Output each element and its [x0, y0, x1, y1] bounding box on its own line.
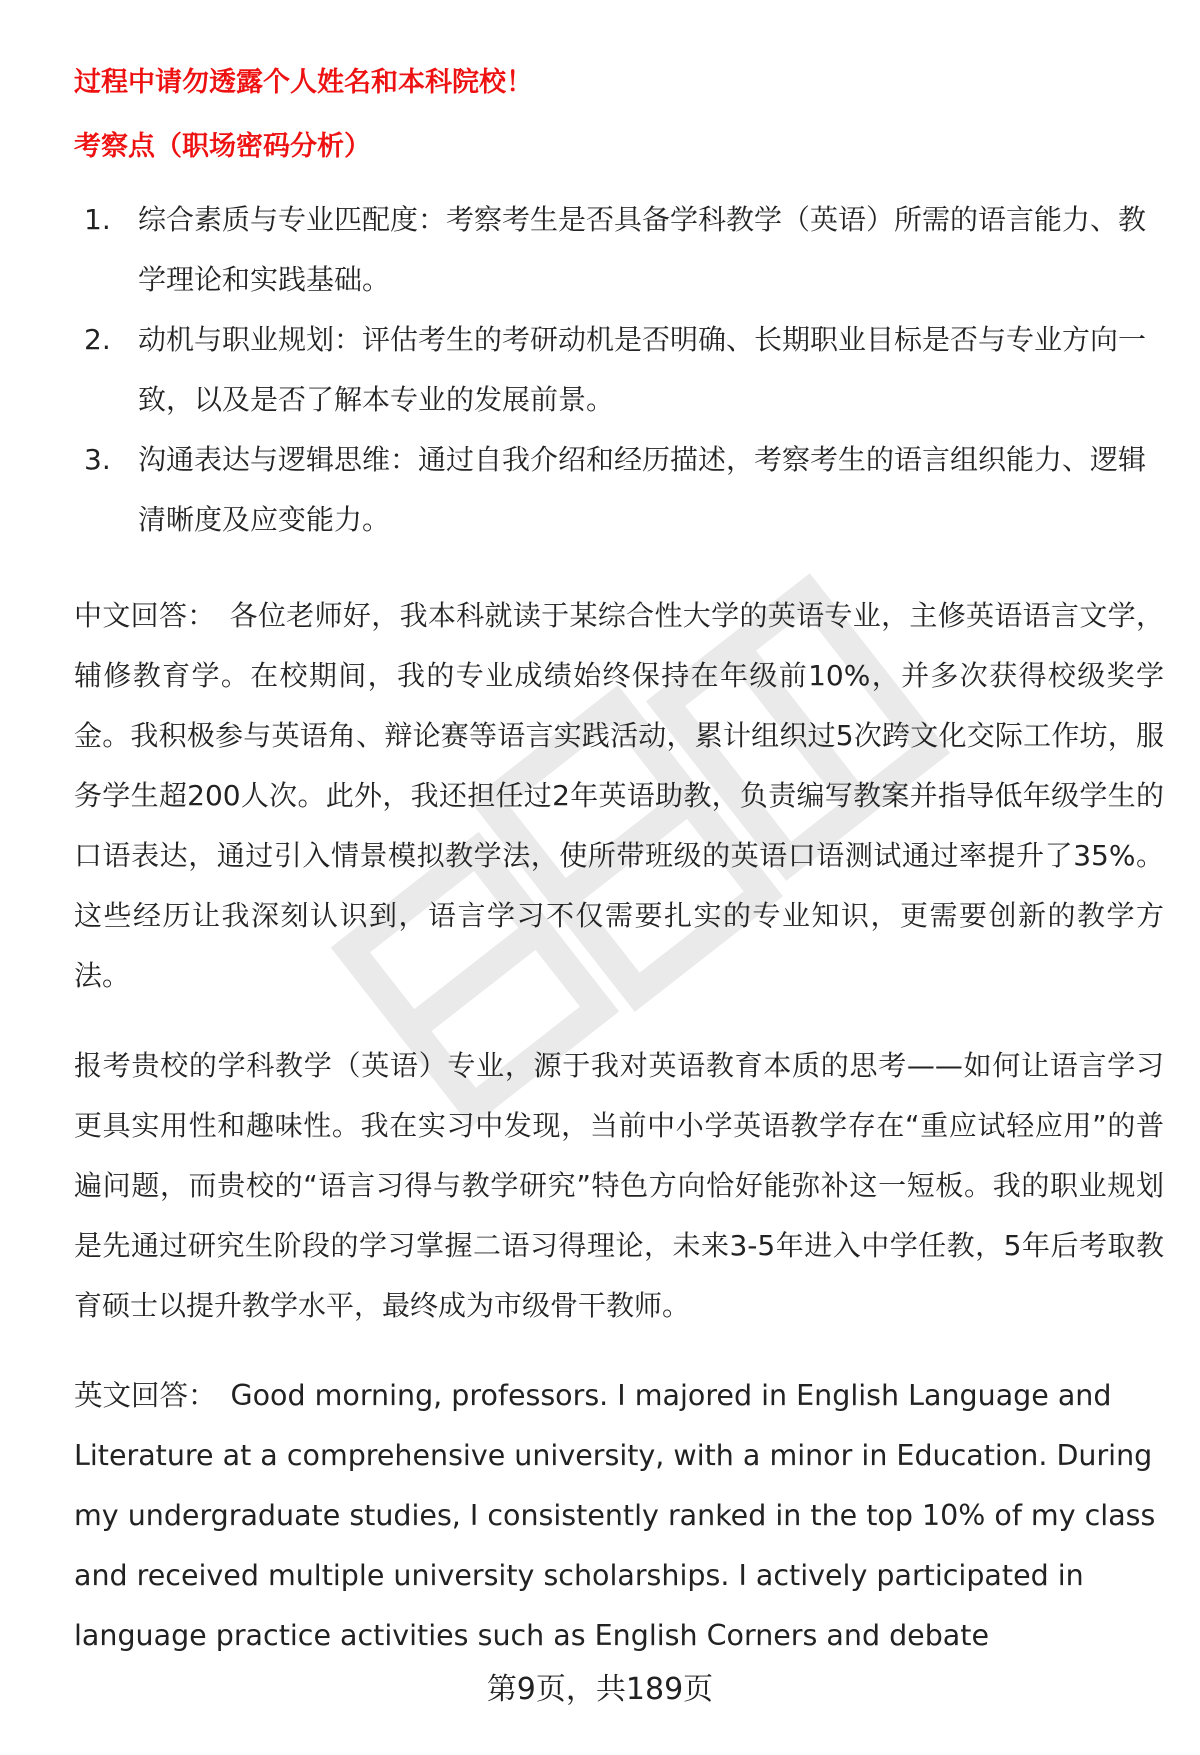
- list-item-number: 2.: [84, 322, 111, 356]
- list-item-text: 沟通表达与逻辑思维：通过自我介绍和经历描述，考察考生的语言组织能力、逻辑清晰度及应变能力。: [138, 442, 1147, 536]
- section-title: 考察点（职场密码分析）: [74, 130, 371, 162]
- list-item: [74, 190, 1164, 310]
- english-answer-label: 英文回答：: [74, 1378, 217, 1412]
- list-item-text: 动机与职业规划：评估考生的考研动机是否明确、长期职业目标是否与专业方向一致，以及是否了解本专业的发展前景。: [138, 322, 1147, 416]
- list-item: [74, 430, 1164, 550]
- list-item-text: 综合素质与专业匹配度：考察考生是否具备学科教学（英语）所需的语言能力、教学理论和实践基础。: [138, 202, 1147, 296]
- english-answer-text: Good morning, professors. I majored in English Language and Literature at a comprehensive university, with a minor in Education. During my undergraduate studies, I consistently ranked in the top 10% of my class and received multiple university scholarships. I actively participated in language practice activities such as English Corners and debate: [74, 1378, 1156, 1652]
- list-item-number: 3.: [84, 442, 111, 476]
- list-item: [74, 310, 1164, 430]
- privacy-warning: 过程中请勿透露个人姓名和本科院校！: [74, 67, 533, 98]
- page-number-footer: 第9页，共189页: [486, 1672, 714, 1707]
- english-answer-paragraph: [74, 1366, 1164, 1666]
- chinese-answer-text-1: 各位老师好，我本科就读于某综合性大学的英语专业，主修英语语言文学，辅修教育学。在校期间，我的专业成绩始终保持在年级前10%，并多次获得校级奖学金。我积极参与英语角、辩论赛等语言实践活动，累计组织过5次跨文化交际工作坊，服务学生超200人次。此外，我还担任过2年英语助教，负责编写教案并指导低年级学生的口语表达，通过引入情景模拟教学法，使所带班级的英语口语测试通过率提升了35%。这些经历让我深刻认识到，语言学习不仅需要扎实的专业知识，更需要创新的教学方法。: [74, 598, 1164, 992]
- assessment-points-list: [74, 190, 1164, 550]
- chinese-answer-paragraph-1: [74, 586, 1164, 1006]
- chinese-answer-label: 中文回答：: [74, 598, 216, 632]
- chinese-answer-paragraph-2: 报考贵校的学科教学（英语）专业，源于我对英语教育本质的思考——如何让语言学习更具实用性和趣味性。我在实习中发现，当前中小学英语教学存在“重应试轻应用”的普遍问题，而贵校的“语言习得与教学研究”特色方向恰好能弥补这一短板。我的职业规划是先通过研究生阶段的学习掌握二语习得理论，未来3-5年进入中学任教，5年后考取教育硕士以提升教学水平，最终成为市级骨干教师。: [74, 1048, 1164, 1322]
- content-area: [74, 56, 1164, 1666]
- list-item-number: 1.: [84, 202, 111, 236]
